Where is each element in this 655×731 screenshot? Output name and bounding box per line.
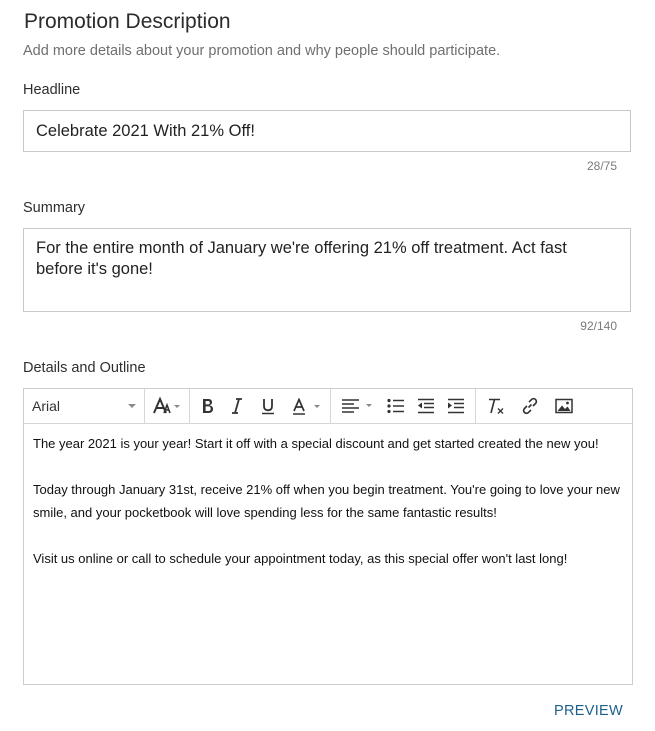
paragraph-group: [331, 389, 476, 423]
insert-group: [476, 389, 581, 423]
align-left-icon: [341, 398, 375, 414]
underline-icon: [261, 398, 275, 415]
bulleted-list-icon: [387, 398, 405, 414]
rich-text-editor: [23, 388, 633, 685]
align-button[interactable]: [331, 389, 381, 423]
bold-icon: [201, 398, 215, 414]
preview-button[interactable]: PREVIEW: [554, 703, 623, 719]
section-subtitle: Add more details about your promotion and why people should participate.: [23, 43, 501, 59]
details-label: Details and Outline: [23, 360, 146, 376]
summary-char-counter: 92/140: [580, 319, 617, 333]
bold-button[interactable]: [190, 389, 222, 423]
italic-button[interactable]: [222, 389, 252, 423]
indent-button[interactable]: [441, 389, 475, 423]
editor-toolbar: [24, 389, 632, 424]
font-family-value: Arial: [32, 398, 61, 414]
headline-input[interactable]: [23, 110, 631, 152]
outdent-icon: [417, 398, 435, 414]
clear-formatting-icon: [487, 398, 505, 415]
image-icon: [555, 398, 573, 414]
italic-icon: [231, 398, 243, 414]
editor-paragraph: Today through January 31st, receive 21% off when you begin treatment. You're going to love your new smile, and your pocketbook will love spending less for the same fantastic results!: [33, 482, 620, 520]
image-button[interactable]: [547, 389, 581, 423]
link-button[interactable]: [513, 389, 547, 423]
editor-paragraph: Visit us online or call to schedule your appointment today, as this special offer won't last long!: [33, 551, 568, 566]
chevron-down-icon: [128, 404, 136, 408]
summary-textarea[interactable]: [23, 228, 631, 312]
section-title: Promotion Description: [24, 10, 231, 33]
font-family-select[interactable]: [24, 389, 144, 423]
link-icon: [521, 397, 539, 415]
editor-paragraph: The year 2021 is your year! Start it off with a special discount and get started created the new you!: [33, 436, 599, 451]
font-group: [24, 389, 145, 423]
text-color-button[interactable]: [284, 389, 330, 423]
clear-formatting-button[interactable]: [476, 389, 513, 423]
headline-label: Headline: [23, 82, 81, 98]
editor-content[interactable]: [24, 424, 632, 601]
underline-button[interactable]: [252, 389, 284, 423]
text-color-icon: [292, 398, 322, 415]
font-size-button[interactable]: [145, 389, 189, 423]
outdent-button[interactable]: [411, 389, 441, 423]
summary-label: Summary: [23, 200, 86, 216]
font-size-icon: [153, 397, 181, 415]
headline-char-counter: 28/75: [586, 159, 617, 173]
bulleted-list-button[interactable]: [381, 389, 411, 423]
format-group: [190, 389, 331, 423]
indent-icon: [447, 398, 465, 414]
font-size-group: [145, 389, 190, 423]
